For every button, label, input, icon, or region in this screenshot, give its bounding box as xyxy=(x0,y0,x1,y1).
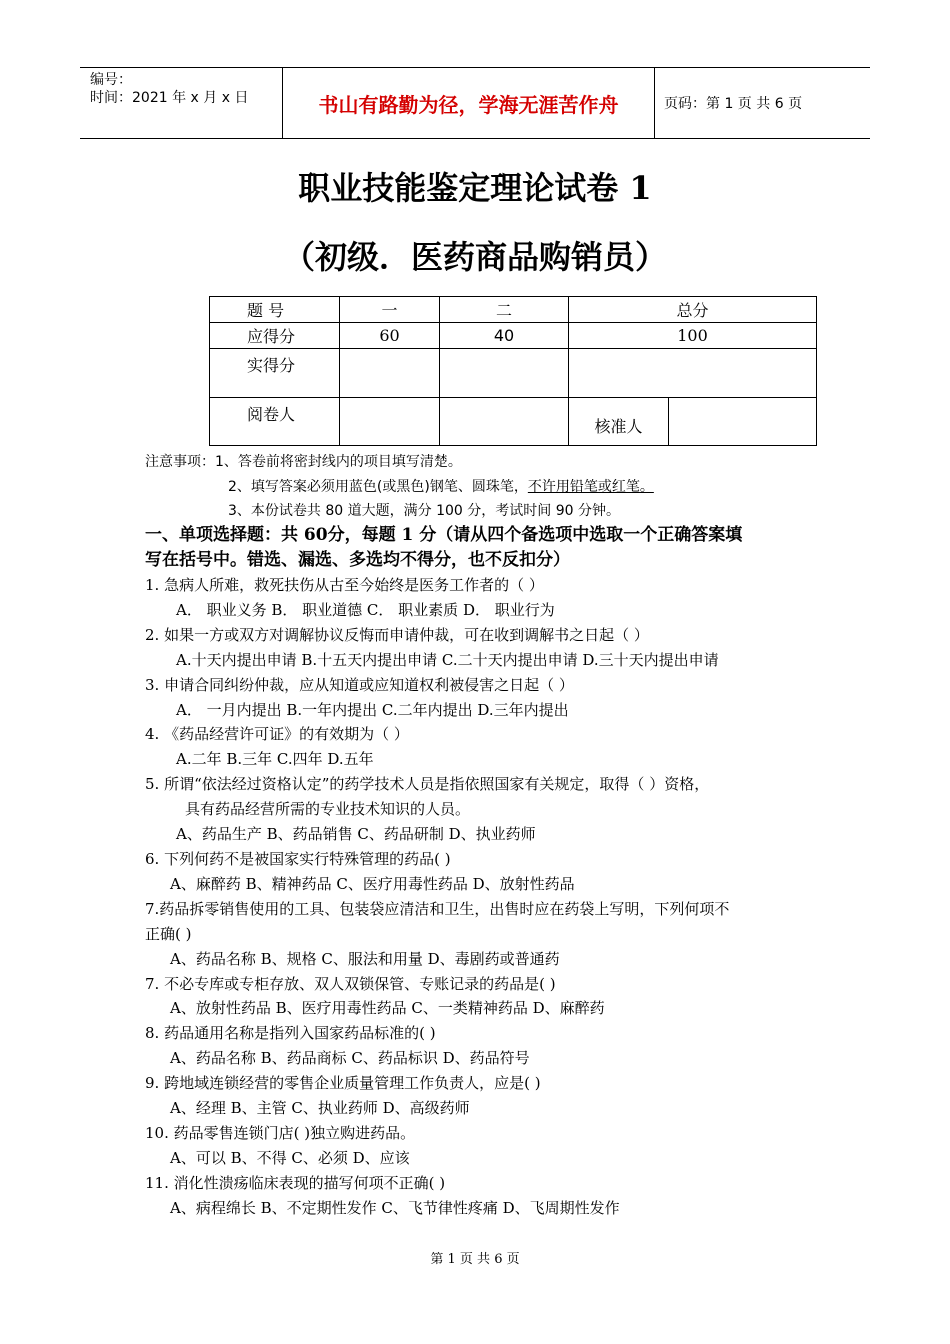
score-header-cell: 题 号 xyxy=(210,297,340,323)
score-cell: 100 xyxy=(569,323,817,349)
score-cell: 60 xyxy=(340,323,440,349)
score-table xyxy=(209,296,817,446)
note-line: 3、本份试卷共 80 道大题，满分 100 分，考试时间 90 分钟。 xyxy=(228,503,620,519)
header-page-info: 页码：第 1 页 共 6 页 xyxy=(664,96,803,112)
question-line: 8. 药品通用名称是指列入国家药品标准的( ) xyxy=(145,1024,436,1042)
option-line: A、药品名称 B、药品商标 C、药品标识 D、药品符号 xyxy=(170,1049,530,1067)
score-header-cell: 二 xyxy=(440,297,569,323)
note-line xyxy=(228,477,654,497)
header-motto: 书山有路勤为径，学海无涯苦作舟 xyxy=(283,68,655,138)
option-line: A、药品名称 B、规格 C、服法和用量 D、毒剧药或普通药 xyxy=(170,950,560,968)
score-blank-cell xyxy=(440,397,569,445)
option-line: A、放射性药品 B、医疗用毒性药品 C、一类精神药品 D、麻醉药 xyxy=(170,999,605,1017)
option-line: A、麻醉药 B、精神药品 C、医疗用毒性药品 D、放射性药品 xyxy=(170,875,575,893)
section-heading: 一、单项选择题：共 60分，每题 1 分（请从四个备选项中选取一个正确答案填 xyxy=(145,525,743,545)
score-cell: 实得分 xyxy=(210,349,340,397)
question-line: 正确( ) xyxy=(145,925,192,943)
score-blank-cell xyxy=(440,349,569,397)
option-line: A.十天内提出申请 B.十五天内提出申请 C.二十天内提出申请 D.三十天内提出申请 xyxy=(176,651,719,669)
score-cell: 40 xyxy=(440,323,569,349)
question-line: 7.药品拆零销售使用的工具、包装袋应清洁和卫生，出售时应在药袋上写明，下列何项不 xyxy=(145,900,730,918)
question-line: 1. 急病人所难，救死扶伤从古至今始终是医务工作者的（ ） xyxy=(145,576,544,594)
option-line: A、可以 B、不得 C、必须 D、应该 xyxy=(170,1149,410,1167)
code-label: 编号： xyxy=(90,72,132,88)
question-line: 4. 《药品经营许可证》的有效期为（ ） xyxy=(145,725,409,743)
option-line: A、药品生产 B、药品销售 C、药品研制 D、执业药师 xyxy=(176,825,536,843)
question-line: 具有药品经营所需的专业技术知识的人员。 xyxy=(185,800,471,818)
section-heading: 写在括号中。错选、漏选、多选均不得分，也不反扣分） xyxy=(145,550,570,570)
option-line: A． 职业义务 B． 职业道德 C． 职业素质 D． 职业行为 xyxy=(176,601,555,619)
score-blank-cell xyxy=(569,349,817,397)
option-line: A、病程绵长 B、不定期性发作 C、飞节律性疼痛 D、飞周期性发作 xyxy=(170,1199,620,1217)
page-title: 职业技能鉴定理论试卷 1 xyxy=(298,169,652,207)
header-meta xyxy=(80,68,283,138)
option-line: A． 一月内提出 B.一年内提出 C.二年内提出 D.三年内提出 xyxy=(176,701,569,719)
question-line: 9. 跨地域连锁经营的零售企业质量管理工作负责人，应是( ) xyxy=(145,1074,541,1092)
question-line: 5. 所谓“依法经过资格认定”的药学技术人员是指依照国家有关规定，取得（ ）资格， xyxy=(145,775,710,793)
question-line: 7. 不必专库或专柜存放、双人双锁保管、专账记录的药品是( ) xyxy=(145,975,556,993)
score-cell: 阅卷人 xyxy=(210,397,340,445)
note-underlined: 不许用铅笔或红笔。 xyxy=(527,479,654,495)
score-blank-cell xyxy=(340,349,440,397)
score-blank-cell xyxy=(669,397,817,445)
date-label: 时间：2021 年 x 月 x 日 xyxy=(90,90,249,106)
page-footer: 第 1 页 共 6 页 xyxy=(430,1252,520,1267)
question-line: 2. 如果一方或双方对调解协议反悔而申请仲裁，可在收到调解书之日起（ ） xyxy=(145,626,649,644)
score-blank-cell xyxy=(340,397,440,445)
note-line: 注意事项：1、答卷前将密封线内的项目填写清楚。 xyxy=(145,454,462,470)
score-header-cell: 一 xyxy=(340,297,440,323)
score-cell: 核准人 xyxy=(569,397,669,445)
question-line: 6. 下列何药不是被国家实行特殊管理的药品( ) xyxy=(145,850,451,868)
page-subtitle: （初级．医药商品购销员） xyxy=(282,238,667,276)
score-header-cell: 总分 xyxy=(569,297,817,323)
score-cell: 应得分 xyxy=(210,323,340,349)
option-line: A.二年 B.三年 C.四年 D.五年 xyxy=(176,750,374,768)
document-header xyxy=(80,67,870,139)
note-text: 2、填写答案必须用蓝色(或黑色)钢笔、圆珠笔， xyxy=(228,479,528,495)
question-line: 11. 消化性溃疡临床表现的描写何项不正确( ) xyxy=(145,1174,446,1192)
option-line: A、经理 B、主管 C、执业药师 D、高级药师 xyxy=(170,1099,470,1117)
question-line: 3. 申请合同纠纷仲裁，应从知道或应知道权利被侵害之日起（ ） xyxy=(145,676,574,694)
question-line: 10. 药品零售连锁门店( )独立购进药品。 xyxy=(145,1124,416,1142)
